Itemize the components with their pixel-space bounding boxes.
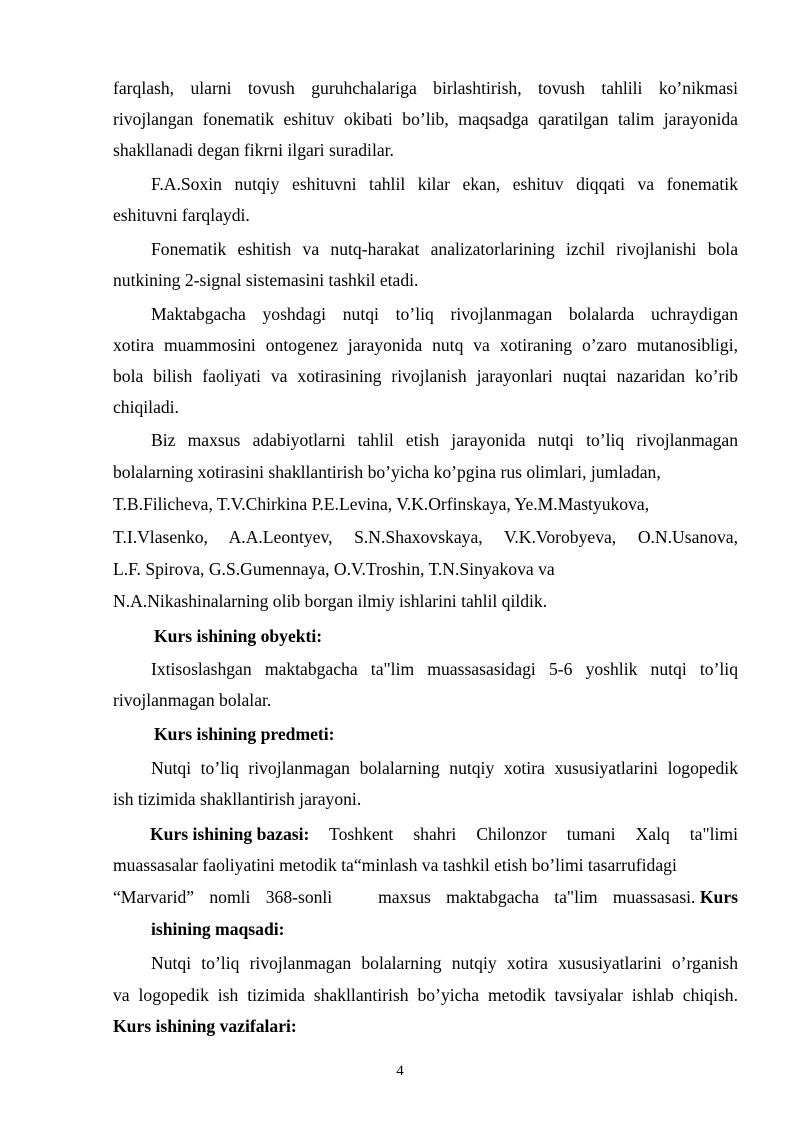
section-heading-base: Kurs ishining bazasi: [150, 824, 310, 844]
text-line: L.F. Spirova, G.S.Gumennaya, O.V.Troshin, T.N.Sinyakova va [113, 559, 555, 579]
text-line: bolalarning xotirasini shakllantirish bo’yicha ko’pgina rus olimlari, jumladan, [113, 462, 661, 482]
text-line: nutkining 2-signal sistemasini tashkil etadi. [113, 270, 419, 290]
text-line: shakllanadi degan fikrni ilgari suradilar. [113, 140, 394, 160]
text-line: farqlash, ularni tovush guruhchalariga birlashtirish, tovush tahlili ko’nikmasi [113, 78, 738, 98]
base-line [150, 823, 738, 845]
text-line: Nutqi to’liq rivojlanmagan bolalarning nutqiy xotira xususiyatlarini o’rganish [151, 953, 738, 973]
text-line: Toshkent shahri Chilonzor tumani Xalq ta"limi [309, 824, 738, 844]
section-heading-goal-start: Kurs [699, 887, 738, 907]
section-heading-object: Kurs ishining obyekti: [154, 626, 323, 646]
text-line: eshituvni farqlaydi. [113, 205, 250, 225]
text-line: muassasalar faoliyatini metodik ta“minlash va tashkil etish bo’limi tasarrufidagi [113, 855, 677, 875]
page-number: 4 [396, 1063, 404, 1079]
text-line: N.A.Nikashinalarning olib borgan ilmiy ishlarini tahlil qildik. [113, 591, 548, 611]
text-line: Fonematik eshitish va nutq-harakat analizatorlarining izchil rivojlanishi bola [151, 239, 738, 259]
text-line: xotira muammosini ontogenez jarayonida nutq va xotiraning o’zaro mutanosibligi, [113, 335, 738, 355]
section-heading-tasks: Kurs ishining vazifalari: [113, 1016, 297, 1036]
text-line: T.I.Vlasenko, A.A.Leontyev, S.N.Shaxovskaya, V.K.Vorobyeva, O.N.Usanova, [113, 527, 738, 547]
text-line: Nutqi to’liq rivojlanmagan bolalarning nutqiy xotira xususiyatlarini logopedik [151, 758, 738, 778]
text-line: F.A.Soxin nutqiy eshituvni tahlil kilar ekan, eshituv diqqati va fonematik [151, 174, 738, 194]
text-line: rivojlangan fonematik eshituv okibati bo’lib, maqsadga qaratilgan talim jarayonida [113, 109, 738, 129]
text-line: T.B.Filicheva, T.V.Chirkina P.E.Levina, V.K.Orfinskaya, Ye.M.Mastyukova, [113, 494, 650, 514]
text-line: va logopedik ish tizimida shakllantirish bo’yicha metodik tavsiyalar ishlab chiqish. [113, 985, 738, 1005]
section-heading-subject: Kurs ishining predmeti: [154, 724, 335, 744]
text-line: Maktabgacha yoshdagi nutqi to’liq rivojlanmagan bolalarda uchraydigan [151, 304, 738, 324]
text-line: ish tizimida shakllantirish jarayoni. [113, 789, 362, 809]
text-line: chiqiladi. [113, 397, 179, 417]
text-line: Ixtisoslashgan maktabgacha ta"lim muassasasidagi 5-6 yoshlik nutqi to’liq [151, 659, 738, 679]
text-line: Biz maxsus adabiyotlarni tahlil etish jarayonida nutqi to’liq rivojlanmagan [151, 430, 738, 450]
text-line: rivojlanmagan bolalar. [113, 690, 272, 710]
text-line: bola bilish faoliyati va xotirasining rivojlanish jarayonlari nuqtai nazaridan ko’rib [113, 366, 738, 386]
text-line: “Marvarid” nomli 368-sonli maxsus maktabgacha ta"lim muassasasi. [113, 887, 700, 907]
section-heading-goal: ishining maqsadi: [151, 919, 285, 939]
base-line-end [113, 886, 738, 908]
